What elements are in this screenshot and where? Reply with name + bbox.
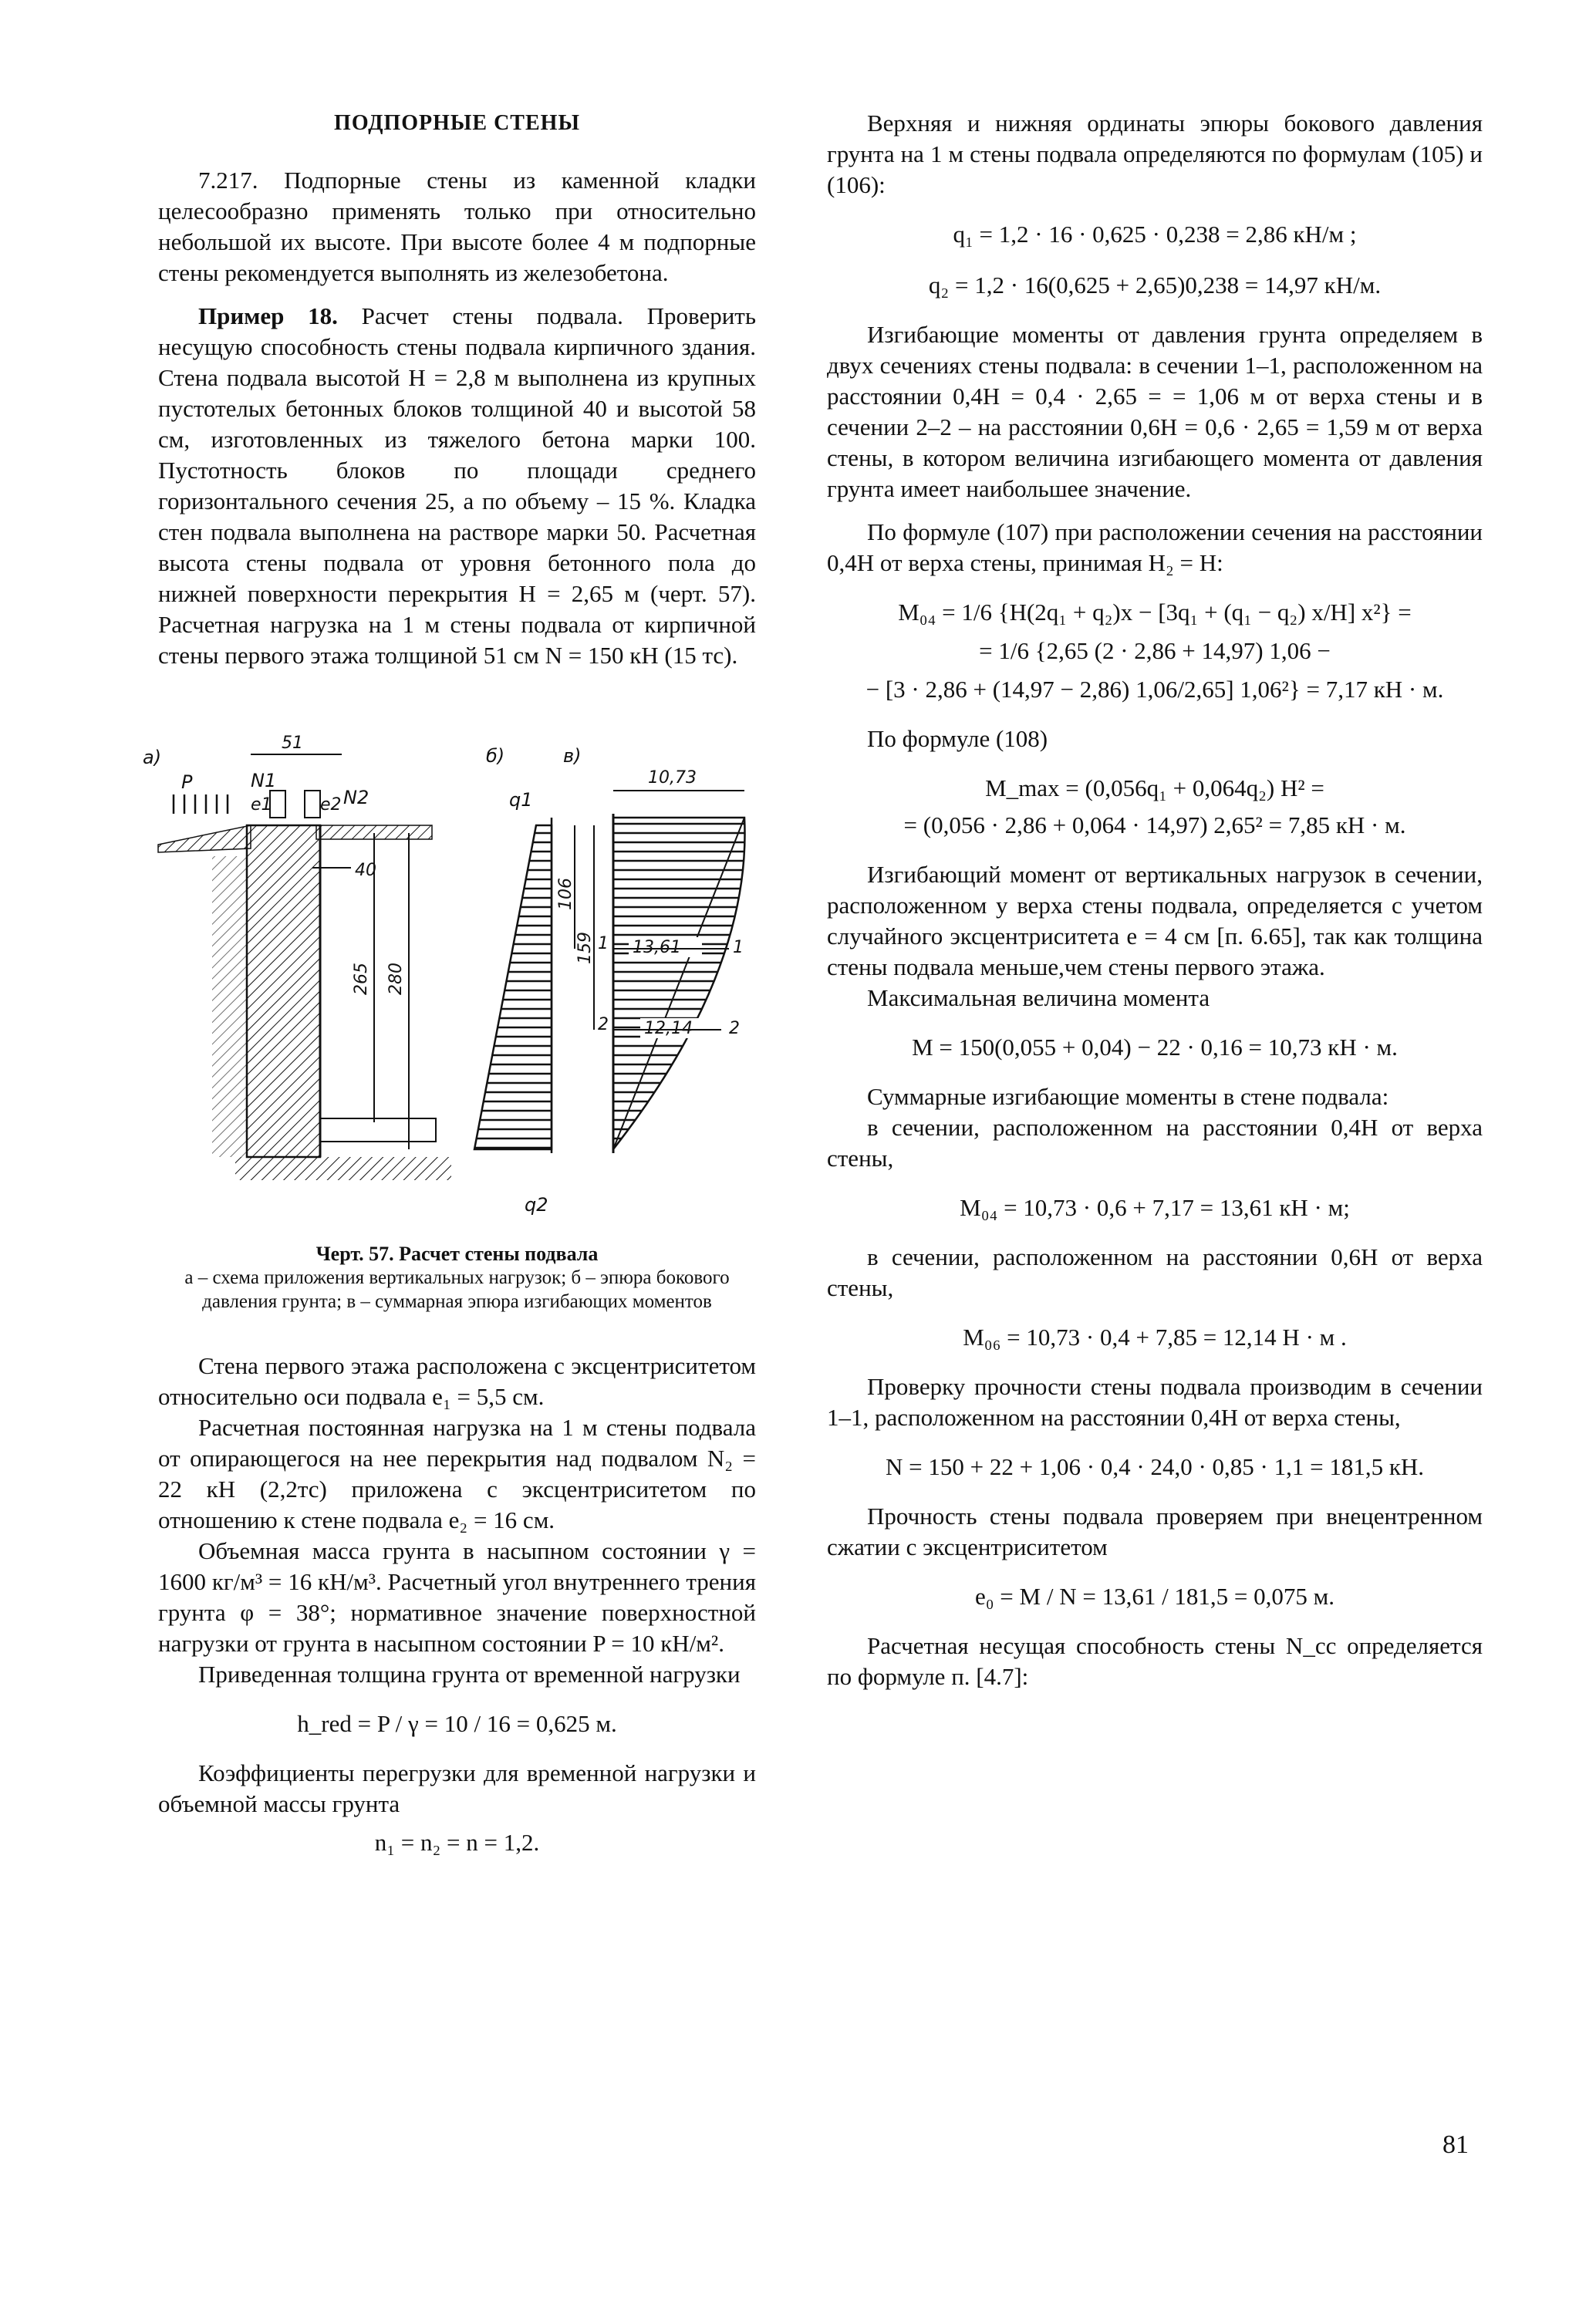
paragraph-sec06: в сечении, расположенном на расстоянии 0,6H от верха стены, xyxy=(827,1243,1483,1301)
pressure-q2: q2 xyxy=(525,1194,548,1216)
paragraph-7217: 7.217. Подпорные стены из каменной кладки целесообразно применять только при относительно небольшой их высоте. При высоте более 4 м подпорные стены рекомендуется выполнять из железобетона. xyxy=(158,167,756,286)
paragraph-formula-107: По формуле (107) при расположении сечения на расстоянии 0,4H от верха стены, принимая H₂ = H: xyxy=(827,518,1483,576)
paragraph-example xyxy=(158,301,756,671)
equation-e0: e₀ = M / N = 13,61 / 181,5 = 0,075 м. xyxy=(974,1583,1335,1610)
dim-106: 106 xyxy=(556,878,575,910)
paragraph-total: Суммарные изгибающие моменты в стене подвала: xyxy=(867,1083,1389,1110)
equation-hred: h_red = P / γ = 10 / 16 = 0,625 м. xyxy=(297,1710,617,1737)
paragraph-ordinates: Верхняя и нижняя ординаты эпюры бокового давления грунта на 1 м стены подвала определяются по формулам (105) и (106): xyxy=(827,110,1483,198)
load-n2: N2 xyxy=(343,787,369,808)
paragraph-reduced: Приведенная толщина грунта от временной нагрузки xyxy=(198,1661,741,1688)
equation-m04-line3: − [3 · 2,86 + (14,97 − 2,86) 1,06/2,65] 1,06²} = 7,17 кН · м. xyxy=(865,676,1444,703)
paragraph-check: Проверку прочности стены подвала производим в сечении 1–1, расположенном на расстоянии 0,4H от верха стены, xyxy=(827,1373,1483,1431)
page-number: 81 xyxy=(1442,2130,1469,2159)
dim-280: 280 xyxy=(386,963,406,995)
ecc-e1: e1 xyxy=(251,795,272,815)
caption-title: Черт. 57. Расчет стены подвала xyxy=(315,1243,599,1265)
section-heading: ПОДПОРНЫЕ СТЕНЫ xyxy=(334,111,580,135)
pressure-q1: q1 xyxy=(509,789,533,811)
equation-m06-total: M₀₆ = 10,73 · 0,4 + 7,85 = 12,14 Н · м . xyxy=(963,1324,1347,1351)
section-2-right: 2 xyxy=(729,1019,740,1038)
moment-1214: 12,14 xyxy=(644,1019,693,1038)
paragraph-sec04: в сечении, расположенном на расстоянии 0,4H от верха стены, xyxy=(827,1114,1483,1172)
equation-m04-line2: = 1/6 {2,65 (2 · 2,86 + 14,97) 1,06 − xyxy=(979,637,1331,664)
section-1-left: 1 xyxy=(598,934,609,953)
label-v: в) xyxy=(563,745,582,767)
moment-1361: 13,61 xyxy=(633,938,681,957)
paragraph-soil: Объемная масса грунта в насыпном состоянии γ = 1600 кг/м³ = 16 кН/м³. Расчетный угол внутреннего трения грунта φ = 38°; нормативное значение поверхностной нагрузки от грунта в насыпном состоянии P = 10 кН/м². xyxy=(158,1537,756,1657)
figure-drawing xyxy=(135,717,752,1234)
figure-caption xyxy=(158,1242,756,1314)
equation-n-total: N = 150 + 22 + 1,06 · 0,4 · 24,0 · 0,85 · 1,1 = 181,5 кН. xyxy=(885,1453,1425,1480)
paragraph-max: Максимальная величина момента xyxy=(867,984,1210,1011)
label-b: б) xyxy=(486,745,505,767)
paragraph-formula-108: По формуле (108) xyxy=(867,725,1048,752)
example-text: Расчет стены подвала. Проверить несущую способность стены подвала кирпичного здания. Стена подвала высотой H = 2,8 м выполнена из крупных пустотелых бетонных блоков толщиной 40 и высотой 58 см, изготовленных из тяжелого бетона марки 100. Пустотность блоков по площади среднего горизонтального сечения 25, а по объему – 15 %. Кладка стен подвала выполнена на растворе марки 50. Расчетная высота стены подвала от уровня бетонного пола до нижней поверхности перекрытия H = 2,65 м (черт. 57). Расчетная нагрузка на 1 м стены подвала от кирпичной стены первого этажа толщиной 51 см N = 150 кН (15 тс). xyxy=(158,302,756,669)
load-p: P xyxy=(181,771,193,793)
paragraph-vertical: Изгибающий момент от вертикальных нагрузок в сечении, расположенном у верха стены подвала, определяется с учетом случайного эксцентриситета e = 4 см [п. 6.65], так как толщина стены подвала меньше,чем стены первого этажа. xyxy=(827,861,1483,980)
left-column xyxy=(143,108,756,1877)
dim-159: 159 xyxy=(575,932,595,964)
figure-57 xyxy=(135,717,752,1234)
paragraph-coeffs: Коэффициенты перегрузки для временной нагрузки и объемной массы грунта xyxy=(158,1759,756,1817)
equation-q2: q₂ = 1,2 · 16(0,625 + 2,65)0,238 = 14,97 кН/м. xyxy=(928,272,1382,299)
equation-mmax-line1: M_max = (0,056q₁ + 0,064q₂) H² = xyxy=(985,774,1324,801)
right-column xyxy=(827,108,1483,1692)
section-2-left: 2 xyxy=(598,1015,609,1034)
caption-text: а – схема приложения вертикальных нагрузок; б – эпюра бокового давления грунта; в – суммарная эпюра изгибающих моментов xyxy=(184,1267,730,1312)
paragraph-strength: Прочность стены подвала проверяем при внецентренном сжатии с эксцентриситетом xyxy=(827,1503,1483,1560)
paragraph-capacity: Расчетная несущая способность стены N_cc определяется по формуле п. [4.7]: xyxy=(827,1632,1483,1690)
example-label: Пример 18. xyxy=(198,302,338,329)
dim-265: 265 xyxy=(352,963,371,995)
paragraph-moments: Изгибающие моменты от давления грунта определяем в двух сечениях стены подвала: в сечении 1–1, расположенном на расстоянии 0,4H = 0,4 · 2,65 = = 1,06 м от верха стены и в сечении 2–2 – на расстоянии 0,6H = 0,6 · 2,65 = 1,59 м от верха стены, в котором величина изгибающего момента от давления грунта имеет наибольшее значение. xyxy=(827,321,1483,502)
paragraph-eccentric: Стена первого этажа расположена с эксцентриситетом относительно оси подвала e₁ = 5,5 см. xyxy=(158,1352,756,1410)
paragraph-load: Расчетная постоянная нагрузка на 1 м стены подвала от опирающегося на нее перекрытия над подвалом N₂ = 22 кН (2,2тс) приложена с эксцентриситетом по отношению к стене подвала e₂ = 16 см. xyxy=(158,1414,756,1533)
equation-n: n₁ = n₂ = n = 1,2. xyxy=(374,1829,540,1856)
equation-q1: q₁ = 1,2 · 16 · 0,625 · 0,238 = 2,86 кН/м ; xyxy=(953,221,1357,248)
section-1-right: 1 xyxy=(733,938,744,957)
label-a: а) xyxy=(143,747,162,768)
equation-m: M = 150(0,055 + 0,04) − 22 · 0,16 = 10,73 кН · м. xyxy=(912,1034,1398,1061)
dim-51: 51 xyxy=(282,734,303,753)
load-n1: N1 xyxy=(251,770,277,791)
dim-1073: 10,73 xyxy=(648,768,697,788)
equation-m04-total: M₀₄ = 10,73 · 0,6 + 7,17 = 13,61 кН · м; xyxy=(960,1194,1350,1221)
ecc-e2: e2 xyxy=(320,795,342,815)
equation-mmax-line2: = (0,056 · 2,86 + 0,064 · 14,97) 2,65² = 7,85 кН · м. xyxy=(903,811,1406,838)
dim-40: 40 xyxy=(355,861,376,880)
equation-m04-line1: M₀₄ = 1/6 {H(2q₁ + q₂)x − [3q₁ + (q₁ − q₂) x/H] x²} = xyxy=(898,599,1412,626)
